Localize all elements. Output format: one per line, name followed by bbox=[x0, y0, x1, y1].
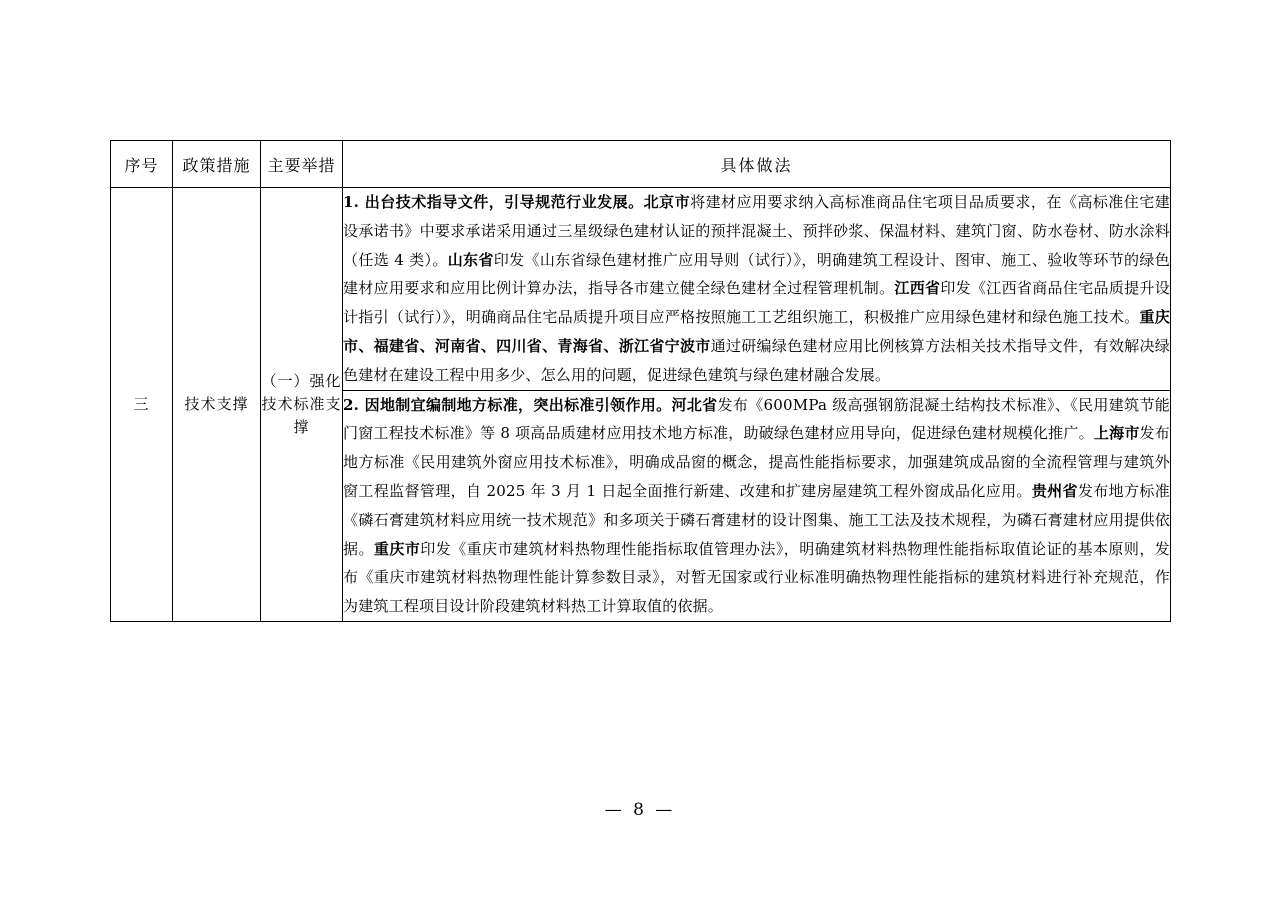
table-header bbox=[111, 141, 1171, 188]
column-header-measure: 主要举措 bbox=[261, 141, 343, 188]
table-header-row bbox=[111, 141, 1171, 188]
column-header-detail: 具体做法 bbox=[343, 141, 1171, 188]
detail-paragraph bbox=[343, 188, 1170, 390]
paragraph-text: 印发《重庆市建筑材料热物理性能指标取值管理办法》，明确建筑材料热物理性能指标取值论证的基本原则，发布《重庆市建筑材料热物理性能计算参数目录》，对暂无国家或行业标准明确热物理性能指标的建筑材料进行补充规范，作为建筑工程项目设计阶段建筑材料热工计算取值的依据。 bbox=[343, 539, 1170, 616]
page-number: — 8 — bbox=[604, 800, 676, 820]
paragraph-text: 通过研编绿色建材应用比例核算方法相关技术指导文件，有效解决绿色建材在建设工程中用多少、怎么用的问题，促进绿色建筑与绿色建材融合发展。 bbox=[343, 336, 1170, 384]
paragraph-lead: 1. 出台技术指导文件，引导规范行业发展。 bbox=[343, 193, 644, 211]
table-row bbox=[111, 188, 1171, 391]
entity-name: 重庆市 bbox=[373, 539, 421, 558]
table-body bbox=[111, 188, 1171, 622]
entity-name: 江西省 bbox=[894, 279, 941, 298]
cell-detail-paragraph-1 bbox=[343, 188, 1171, 391]
detail-paragraph bbox=[343, 391, 1170, 621]
paragraph-text: 发布《600MPa 级高强钢筋混凝土结构技术标准》、《民用建筑节能门窗工程技术标准》等 8 项高品质建材应用技术地方标准，助破绿色建材应用导向，促进绿色建材规模化推广。 bbox=[343, 395, 1170, 443]
paragraph-text: 印发《山东省绿色建材推广应用导则（试行）》，明确建筑工程设计、图审、施工、验收等环节的绿色建材应用要求和应用比例计算办法，指导各市建立健全绿色建材全过程管理机制。 bbox=[343, 250, 1170, 298]
column-header-policy: 政策措施 bbox=[173, 141, 261, 188]
entity-name: 上海市 bbox=[1093, 424, 1140, 443]
cell-policy: 技术支撑 bbox=[173, 188, 261, 622]
entity-name: 河北省 bbox=[671, 395, 718, 414]
paragraph-text: 发布地方标准《磷石膏建筑材料应用统一技术规范》和多项关于磷石膏建材的设计图集、施工工法及技术规程，为磷石膏建材应用提供依据。 bbox=[343, 481, 1170, 558]
cell-sequence: 三 bbox=[111, 188, 173, 622]
paragraph-text: 印发《江西省商品住宅品质提升设计指引（试行）》，明确商品住宅品质提升项目应严格按照施工工艺组织施工，积极推广应用绿色建材和绿色施工技术。 bbox=[343, 279, 1170, 327]
policy-measures-table bbox=[110, 140, 1171, 622]
paragraph-text: 发布地方标准《民用建筑外窗应用技术标准》，明确成品窗的概念，提高性能指标要求，加强建筑成品窗的全流程管理与建筑外窗工程监督管理，自 2025 年 3 月 1 日起全面推行新建、改建和扩建房屋建筑工程外窗成品化应用。 bbox=[343, 424, 1170, 500]
entity-name: 贵州省 bbox=[1031, 481, 1078, 500]
column-header-sequence: 序号 bbox=[111, 141, 173, 188]
cell-detail-paragraph-2 bbox=[343, 390, 1171, 621]
paragraph-text: 将建材应用要求纳入高标准商品住宅项目品质要求，在《高标准住宅建设承诺书》中要求承诺采用通过三星级绿色建材认证的预拌混凝土、预拌砂浆、保温材料、建筑门窗、防水卷材、防水涂料（任选 4 类）。 bbox=[343, 193, 1170, 269]
paragraph-lead: 2. 因地制宜编制地方标准，突出标准引领作用。 bbox=[343, 395, 672, 414]
entity-name: 北京市 bbox=[643, 193, 691, 211]
entity-name: 山东省 bbox=[447, 250, 494, 269]
entity-name: 重庆市、福建省、河南省、四川省、青海省、浙江省宁波市 bbox=[343, 308, 1170, 355]
cell-measure: （一）强化技术标准支撑 bbox=[261, 188, 343, 622]
